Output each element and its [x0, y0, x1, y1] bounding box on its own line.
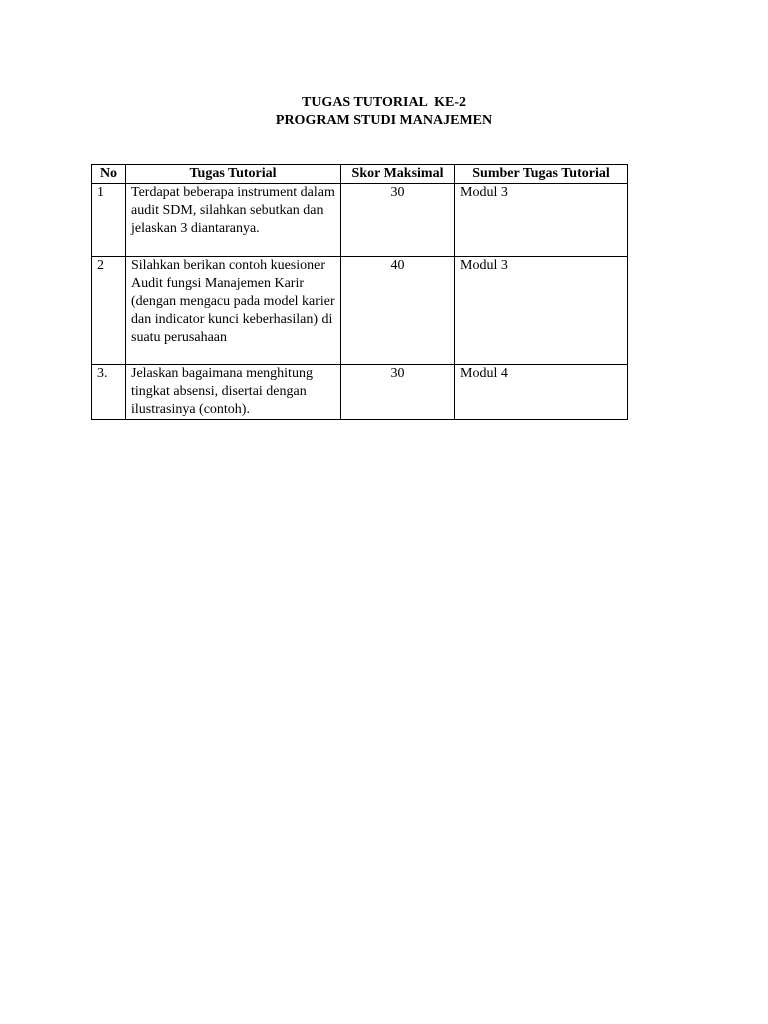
row-score: 30: [341, 184, 455, 257]
table-row: [92, 257, 628, 365]
row-no: 1: [92, 184, 126, 257]
row-source: Modul 3: [455, 184, 628, 257]
header-source: Sumber Tugas Tutorial: [455, 165, 628, 184]
tutorial-tasks-table: [91, 164, 628, 420]
row-score: 40: [341, 257, 455, 365]
row-task: Terdapat beberapa instrument dalam audit SDM, silahkan sebutkan dan jelaskan 3 diantaranya.: [126, 184, 341, 257]
document-title: TUGAS TUTORIAL KE-2: [301, 95, 467, 110]
row-no: 3.: [92, 365, 126, 420]
row-score: 30: [341, 365, 455, 420]
header-no: No: [92, 165, 126, 184]
table-row: [92, 365, 628, 420]
row-source: Modul 4: [455, 365, 628, 420]
header-task: Tugas Tutorial: [126, 165, 341, 184]
row-task: Silahkan berikan contoh kuesioner Audit fungsi Manajemen Karir (dengan mengacu pada model karier dan indicator kunci keberhasilan) di suatu perusahaan: [126, 257, 341, 365]
table-header-row: [92, 165, 628, 184]
row-source: Modul 3: [455, 257, 628, 365]
row-task: Jelaskan bagaimana menghitung tingkat absensi, disertai dengan ilustrasinya (contoh).: [126, 365, 341, 420]
document-subtitle: PROGRAM STUDI MANAJEMEN: [275, 113, 493, 128]
header-max-score: Skor Maksimal: [341, 165, 455, 184]
row-no: 2: [92, 257, 126, 365]
table-row: [92, 184, 628, 257]
